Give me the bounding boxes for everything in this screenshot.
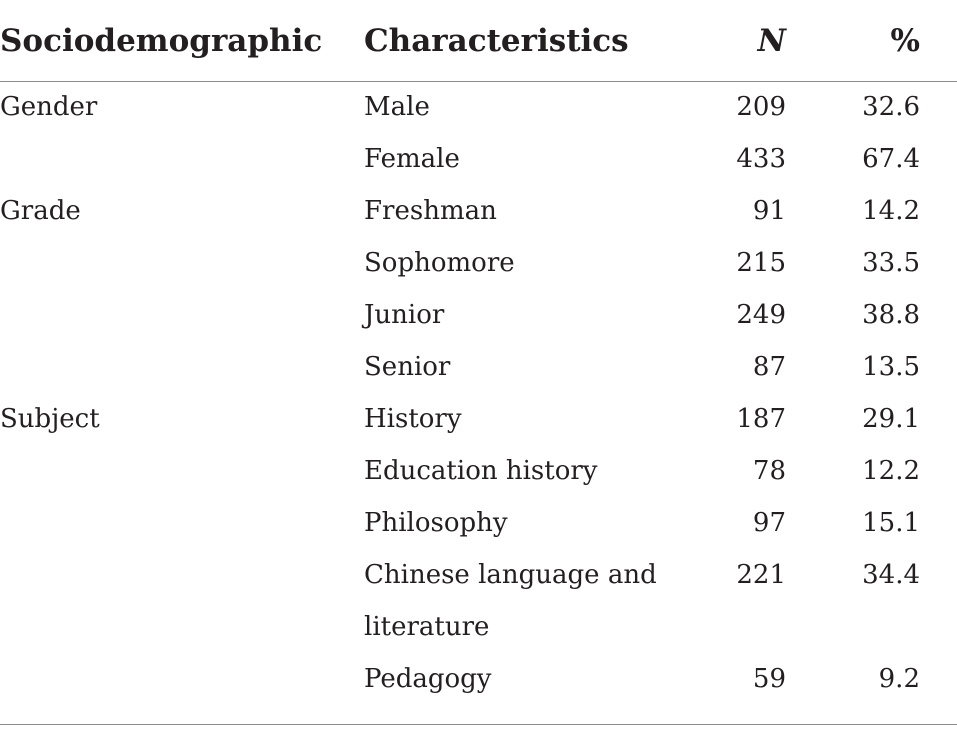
characteristic-cell: Philosophy — [364, 508, 508, 538]
percent-cell: 12.2 — [862, 456, 920, 486]
percent-cell: 29.1 — [862, 404, 920, 434]
characteristic-cell: Pedagogy — [364, 664, 492, 694]
characteristic-cell: Education history — [364, 456, 598, 486]
percent-cell: 38.8 — [862, 300, 920, 330]
n-cell: 97 — [752, 508, 786, 538]
characteristic-cell: Male — [364, 92, 430, 122]
n-cell: 59 — [752, 664, 786, 694]
n-cell: 78 — [752, 456, 786, 486]
n-cell: 433 — [736, 144, 786, 174]
header-n: N — [757, 23, 786, 59]
n-cell: 91 — [752, 196, 786, 226]
characteristic-cell: Junior — [364, 300, 445, 330]
n-cell: 249 — [736, 300, 786, 330]
percent-cell: 34.4 — [862, 560, 920, 590]
header-sociodemographic: Sociodemographic — [0, 23, 323, 59]
percent-cell: 14.2 — [862, 196, 920, 226]
header-percent: % — [890, 23, 920, 59]
n-cell: 215 — [736, 248, 786, 278]
percent-cell: 32.6 — [862, 92, 920, 122]
percent-cell: 15.1 — [862, 508, 920, 538]
characteristic-cell: Chinese language and — [364, 560, 657, 590]
n-cell: 87 — [752, 352, 786, 382]
characteristic-cell: Freshman — [364, 196, 497, 226]
n-cell: 209 — [736, 92, 786, 122]
percent-cell: 33.5 — [862, 248, 920, 278]
footer-rule — [0, 724, 957, 725]
header-rule — [0, 81, 957, 82]
characteristic-cell-continued: literature — [364, 612, 490, 642]
group-label-subject: Subject — [0, 404, 100, 434]
percent-cell: 67.4 — [862, 144, 920, 174]
group-label-grade: Grade — [0, 196, 81, 226]
characteristic-cell: Female — [364, 144, 460, 174]
characteristic-cell: Senior — [364, 352, 451, 382]
n-cell: 221 — [736, 560, 786, 590]
header-characteristics: Characteristics — [364, 23, 629, 59]
n-cell: 187 — [736, 404, 786, 434]
group-label-gender: Gender — [0, 92, 98, 122]
percent-cell: 9.2 — [878, 664, 920, 694]
percent-cell: 13.5 — [862, 352, 920, 382]
characteristic-cell: History — [364, 404, 462, 434]
characteristic-cell: Sophomore — [364, 248, 515, 278]
